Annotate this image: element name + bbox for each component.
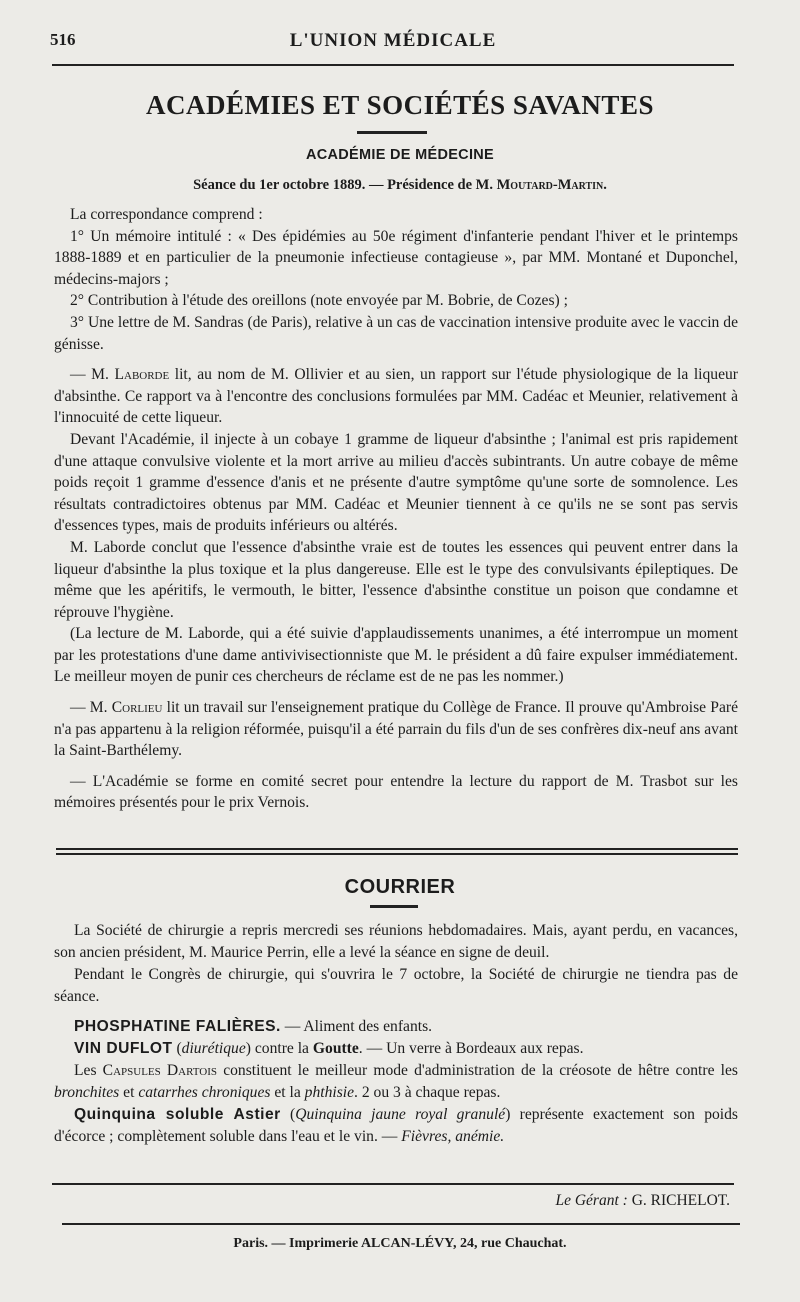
gerant-label: Le Gérant :: [555, 1192, 628, 1209]
comite-paragraph: — L'Académie se forme en comité secret pour entendre la lecture du rapport de M. Trasbot sur les mémoires présentés pour le prix Vernois.: [54, 772, 738, 812]
laborde-name: Laborde: [114, 366, 170, 384]
ad-phosphatine: PHOSPHATINE FALIÈRES. — Aliment des enfants.: [74, 1018, 433, 1035]
printer-imprint: Paris. — Imprimerie ALCAN-LÉVY, 24, rue Chauchat.: [233, 1236, 567, 1251]
corlieu-name: Corlieu: [111, 699, 163, 717]
gerant-name: G. RICHELOT.: [627, 1192, 730, 1209]
ad-dartois-brand: Capsules Dartois: [102, 1062, 218, 1079]
courrier-section: [54, 920, 738, 1148]
ad-duflot: VIN DUFLOT (diurétique) contre la Goutte. — Un verre à Bordeaux aux repas.: [74, 1040, 584, 1057]
correspondance-item-3: 3° Une lettre de M. Sandras (de Paris), relative à un cas de vaccination intensive produite avec le vaccin de génisse.: [54, 313, 738, 353]
laborde-paragraph-1: — M. Laborde lit, au nom de M. Ollivier et au sien, un rapport sur l'étude physiologique de la liqueur d'absinthe. Ce rapport va à l'encontre des conclusions formulées par MM. Cadéac et Meunier, relativement à l'innocuité de cette liqueur.: [54, 366, 738, 427]
journal-title: L'UNION MÉDICALE: [289, 30, 497, 51]
section-title-rule: [357, 131, 427, 134]
academy-report: [54, 204, 738, 814]
seance-presidence: — Présidence de M.: [365, 177, 497, 193]
corlieu-paragraph: — M. Corlieu lit un travail sur l'enseignement pratique du Collège de France. Il prouve qu'Ambroise Paré n'a pas appartenu à la religion réformée, puisqu'il a été parrain du fils d'un de ses confrères dix-neuf ans avant la Saint-Barthélemy.: [54, 699, 738, 760]
laborde-paragraph-2: Devant l'Académie, il injecte à un cobaye 1 gramme de liqueur d'absinthe ; l'animal est pris rapidement d'une attaque convulsive violente et la mort arrive au milieu d'accès subintrants. Un autre cobaye de même poids reçoit 1 gramme d'essence d'anis et ne présente d'autre symptôme qu'une sorte de somnolence. Les résultats contradictoires obtenus par MM. Cadéac et Meunier tiennent à ce qu'ils ne se sont pas servis d'essences types, mais de produits inférieurs ou altérés.: [54, 430, 738, 535]
ad-quinquina: Quinquina soluble Astier (Quinquina jaune royal granulé) représente exactement son poids d'écorce ; complètement soluble dans l'eau et le vin. — Fièvres, anémie.: [54, 1106, 739, 1145]
courrier-title: COURRIER: [344, 876, 456, 898]
gerant-line: [555, 1192, 730, 1210]
courrier-paragraph-1: La Société de chirurgie a repris mercredi ses réunions hebdomadaires. Mais, ayant perdu, en vacances, son ancien président, M. Maurice Perrin, elle a levé la séance en signe de deuil.: [54, 922, 738, 961]
laborde-paragraph-4: (La lecture de M. Laborde, qui a été suivie d'applaudissements unanimes, a été interrompue un moment par les protestations d'une dame antivivisectionniste que M. le président a dû faire expulser immédiatement. Le meilleur moyen de punir ces chercheurs de réclame est de ne pas les nommer.): [54, 625, 738, 686]
courrier-title-rule: [370, 905, 418, 908]
correspondance-item-2: 2° Contribution à l'étude des oreillons (note envoyée par M. Bobrie, de Cozes) ;: [70, 292, 568, 310]
section-divider: [56, 848, 738, 858]
footer-rule: [62, 1223, 740, 1225]
seance-line: [0, 177, 800, 194]
running-head: [50, 30, 736, 60]
correspondance-intro: La correspondance comprend :: [70, 206, 263, 223]
academy-title: ACADÉMIE DE MÉDECINE: [305, 147, 495, 163]
ads-bottom-rule: [52, 1183, 734, 1185]
ad-duflot-brand: VIN DUFLOT: [74, 1040, 173, 1057]
section-title: ACADÉMIES ET SOCIÉTÉS SAVANTES: [146, 90, 654, 120]
seance-date: Séance du 1er octobre 1889.: [193, 177, 366, 193]
page-number: 516: [50, 30, 76, 49]
ad-dartois: Les Capsules Dartois constituent le meilleur mode d'administration de la créosote de hêtre contre les bronchites et catarrhes chroniques et la phthisie. 2 ou 3 à chaque repas.: [54, 1062, 738, 1101]
seance-president: Moutard-Martin.: [496, 177, 607, 193]
correspondance-item-1: 1° Un mémoire intitulé : « Des épidémies au 50e régiment d'infanterie pendant l'hiver et le printemps 1888-1889 et en particulier de la pneumonie infectieuse contagieuse », par MM. Montané et Duponchel, médecins-majors ;: [54, 227, 738, 288]
ad-phosphatine-brand: PHOSPHATINE FALIÈRES.: [74, 1018, 281, 1035]
laborde-paragraph-3: M. Laborde conclut que l'essence d'absinthe vraie est de toutes les essences qui peuvent entrer dans la liqueur d'absinthe la plus toxique et la plus dangereuse. Elle est le type des convulsivants épileptiques. De même que les apéritifs, le vermouth, le bitter, l'essence d'absinthe constitue un poison que condamne et réprouve l'hygiène.: [54, 538, 738, 621]
header-rule: [52, 64, 734, 66]
ad-quinquina-brand: Quinquina soluble Astier: [74, 1106, 281, 1123]
courrier-paragraph-2: Pendant le Congrès de chirurgie, qui s'ouvrira le 7 octobre, la Société de chirurgie ne tiendra pas de séance.: [54, 966, 738, 1005]
